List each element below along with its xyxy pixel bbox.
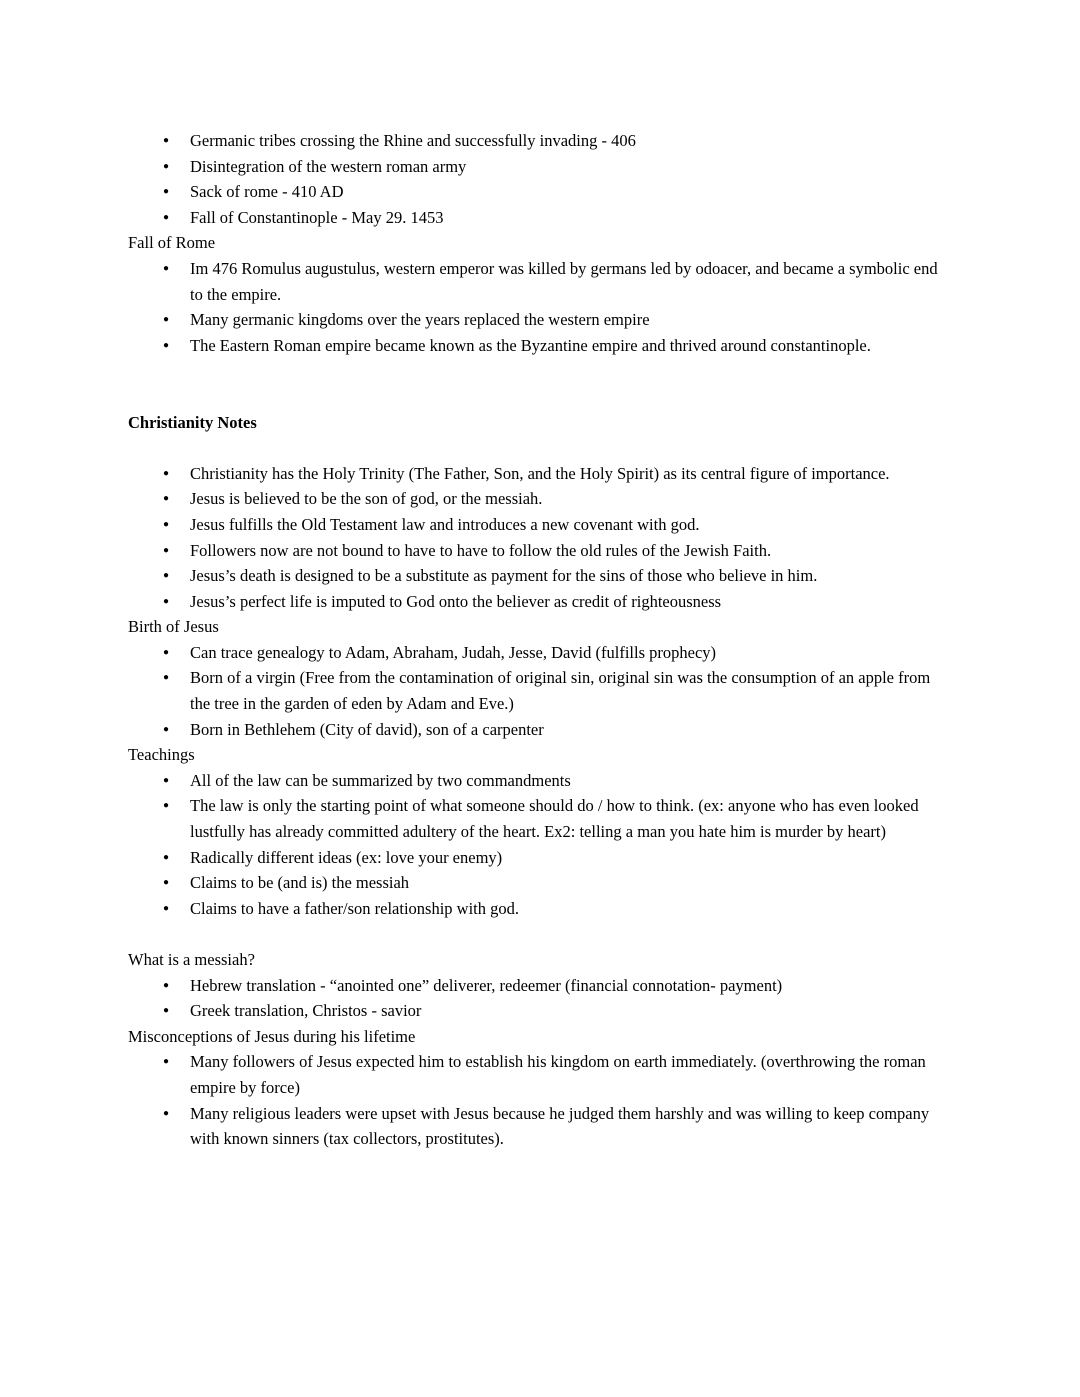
bullet-icon: ● xyxy=(163,160,170,172)
bullet-text: Disintegration of the western roman army xyxy=(190,156,467,176)
bullet-icon: ● xyxy=(163,902,170,914)
bullet-icon: ● xyxy=(163,877,170,889)
bullet-item xyxy=(163,896,952,922)
bullet-item xyxy=(163,589,952,615)
bullet-text: Jesus’s perfect life is imputed to God onto the believer as credit of righteousness xyxy=(190,591,722,611)
bullet-item xyxy=(163,563,952,589)
blank-line xyxy=(128,384,952,410)
bullet-text: Jesus fulfills the Old Testament law and introduces a new covenant with god. xyxy=(190,514,700,534)
blank-line xyxy=(128,435,952,461)
bullet-icon: ● xyxy=(163,518,170,530)
blank-line xyxy=(128,921,952,947)
bullet-text: Germanic tribes crossing the Rhine and successfully invading - 406 xyxy=(190,131,636,150)
bullet-icon: ● xyxy=(163,1056,170,1068)
bullet-icon: ● xyxy=(163,493,170,505)
bullet-item xyxy=(163,179,952,205)
bullet-text: Many followers of Jesus expected him to establish his kingdom on earth immediately. (overthrowing the roman empire by force) xyxy=(190,1052,926,1097)
bullet-icon: ● xyxy=(163,774,170,786)
bullet-item xyxy=(163,1101,952,1152)
bullet-text: Many germanic kingdoms over the years replaced the western empire xyxy=(190,310,650,330)
bullet-text: Claims to be (and is) the messiah xyxy=(190,873,410,893)
bullet-text: Claims to have a father/son relationship with god. xyxy=(190,898,520,918)
bullet-item xyxy=(163,1049,952,1100)
section-heading: Birth of Jesus xyxy=(128,617,219,637)
bullet-item xyxy=(163,998,952,1024)
bullet-text: Sack of rome - 410 AD xyxy=(190,182,344,202)
bullet-text: The Eastern Roman empire became known as the Byzantine empire and thrived around constantinople. xyxy=(190,335,871,355)
bullet-item xyxy=(163,793,952,844)
bullet-icon: ● xyxy=(163,544,170,556)
bullet-text: Radically different ideas (ex: love your enemy) xyxy=(190,847,503,867)
bullet-icon: ● xyxy=(163,723,170,735)
bullet-text: Born in Bethlehem (City of david), son of a carpenter xyxy=(190,719,544,739)
section-heading: Teachings xyxy=(128,745,195,765)
bullet-icon: ● xyxy=(163,646,170,658)
bullet-text: Fall of Constantinople - May 29. 1453 xyxy=(190,207,444,227)
bullet-text: The law is only the starting point of what someone should do / how to think. (ex: anyone who has even looked lustfully has already committed adultery of the heart. Ex2: telling a man you hate him is murder by heart) xyxy=(190,796,919,842)
bullet-icon: ● xyxy=(163,851,170,863)
section-heading: What is a messiah? xyxy=(128,950,255,969)
bullet-icon: ● xyxy=(163,467,170,479)
bullet-item xyxy=(163,128,952,154)
bullet-text: All of the law can be summarized by two commandments xyxy=(190,770,571,790)
bullet-item xyxy=(163,486,952,512)
bullet-icon: ● xyxy=(163,672,170,684)
bullet-text: Jesus’s death is designed to be a substitute as payment for the sins of those who believe in him. xyxy=(190,566,818,586)
bullet-icon: ● xyxy=(163,339,170,351)
bullet-icon: ● xyxy=(163,211,170,223)
bullet-item xyxy=(163,717,952,743)
bullet-item xyxy=(163,973,952,999)
bullet-text: Hebrew translation - “anointed one” deliverer, redeemer (financial connotation- payment) xyxy=(190,975,783,995)
bullet-text: Followers now are not bound to have to have to follow the old rules of the Jewish Faith. xyxy=(190,540,772,560)
document-content xyxy=(128,128,952,1152)
bullet-icon: ● xyxy=(163,314,170,326)
bullet-icon: ● xyxy=(163,800,170,812)
bullet-item xyxy=(163,870,952,896)
bullet-text: Im 476 Romulus augustulus, western emperor was killed by germans led by odoacer, and became a symbolic end to the empire. xyxy=(190,258,938,304)
section-heading: Fall of Rome xyxy=(128,233,216,253)
bullet-icon: ● xyxy=(163,570,170,582)
bullet-text: Jesus is believed to be the son of god, or the messiah. xyxy=(190,489,543,509)
bullet-text: Greek translation, Christos - savior xyxy=(190,1001,422,1021)
blank-line xyxy=(128,358,952,384)
bullet-text: Christianity has the Holy Trinity (The Father, Son, and the Holy Spirit) as its central figure of importance. xyxy=(190,463,890,483)
bullet-item xyxy=(163,307,952,333)
bullet-icon: ● xyxy=(163,1005,170,1017)
bullet-item xyxy=(163,768,952,794)
bullet-item xyxy=(163,256,952,307)
bullet-text: Can trace genealogy to Adam, Abraham, Judah, Jesse, David (fulfills prophecy) xyxy=(190,642,717,662)
section-title: Christianity Notes xyxy=(128,412,257,432)
bullet-item xyxy=(163,640,952,666)
bullet-item xyxy=(163,512,952,538)
bullet-icon: ● xyxy=(163,595,170,607)
bullet-icon: ● xyxy=(163,135,170,146)
section-heading: Misconceptions of Jesus during his lifetime xyxy=(128,1026,416,1046)
bullet-icon: ● xyxy=(163,979,170,991)
bullet-item xyxy=(163,845,952,871)
bullet-item xyxy=(163,154,952,180)
bullet-item xyxy=(163,665,952,716)
bullet-icon: ● xyxy=(163,186,170,198)
bullet-icon: ● xyxy=(163,1107,170,1119)
bullet-item xyxy=(163,538,952,564)
bullet-item xyxy=(163,461,952,487)
bullet-text: Born of a virgin (Free from the contamination of original sin, original sin was the consumption of an apple from the tree in the garden of eden by Adam and Eve.) xyxy=(190,668,931,714)
bullet-text: Many religious leaders were upset with Jesus because he judged them harshly and was willing to keep company with known sinners (tax collectors, prostitutes). xyxy=(190,1103,930,1149)
bullet-item xyxy=(163,333,952,359)
bullet-icon: ● xyxy=(163,262,170,274)
bullet-item xyxy=(163,205,952,231)
